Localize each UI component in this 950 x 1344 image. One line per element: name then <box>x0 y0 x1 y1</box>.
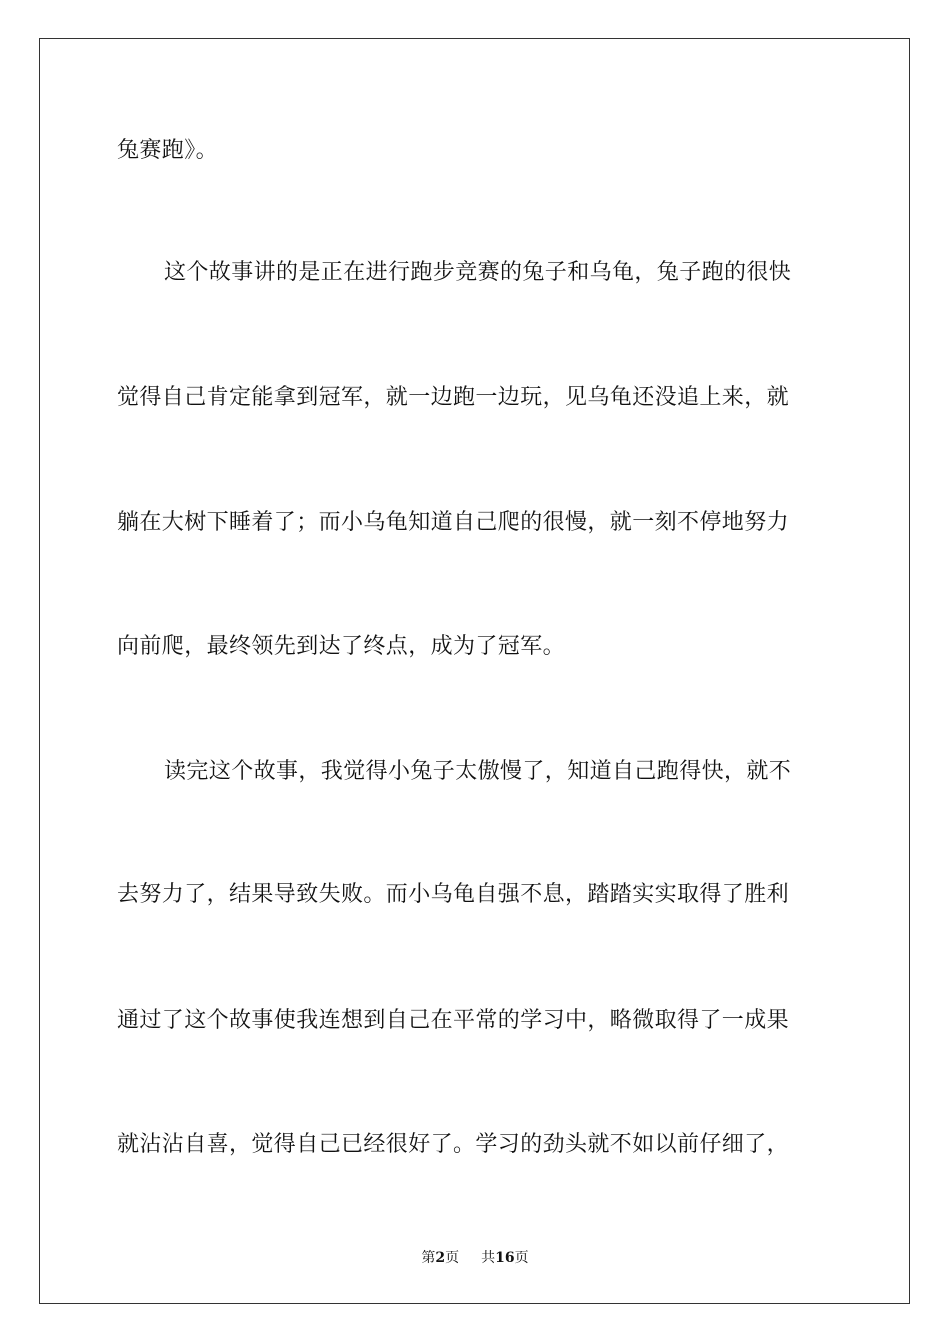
page-label-prefix: 第 <box>421 1250 436 1266</box>
text-line: 向前爬，最终领先到达了终点，成为了冠军。 <box>117 634 566 659</box>
total-page-number: 16 <box>495 1250 515 1266</box>
paragraph-first-line: 这个故事讲的是正在进行跑步竞赛的兔子和乌龟，兔子跑的很快 <box>164 260 792 285</box>
text-line: 躺在大树下睡着了；而小乌龟知道自己爬的很慢，就一刻不停地努力 <box>117 510 790 535</box>
text-line: 兔赛跑》。 <box>117 138 219 163</box>
text-line: 就沾沾自喜，觉得自己已经很好了。学习的劲头就不如以前仔细了， <box>117 1132 790 1157</box>
paragraph-first-line: 读完这个故事，我觉得小兔子太傲慢了，知道自己跑得快，就不 <box>164 759 792 784</box>
page-label-suffix: 页 <box>445 1250 460 1266</box>
page-footer <box>0 1248 950 1268</box>
total-label-prefix: 共 <box>481 1250 496 1266</box>
total-label-suffix: 页 <box>514 1250 529 1266</box>
current-page-number: 2 <box>435 1250 446 1266</box>
text-line: 觉得自己肯定能拿到冠军，就一边跑一边玩，见乌龟还没追上来，就 <box>117 385 790 410</box>
page-border <box>39 38 910 1304</box>
text-line: 去努力了，结果导致失败。而小乌龟自强不息，踏踏实实取得了胜利 <box>117 882 790 907</box>
text-line: 通过了这个故事使我连想到自己在平常的学习中，略微取得了一成果 <box>117 1008 790 1033</box>
